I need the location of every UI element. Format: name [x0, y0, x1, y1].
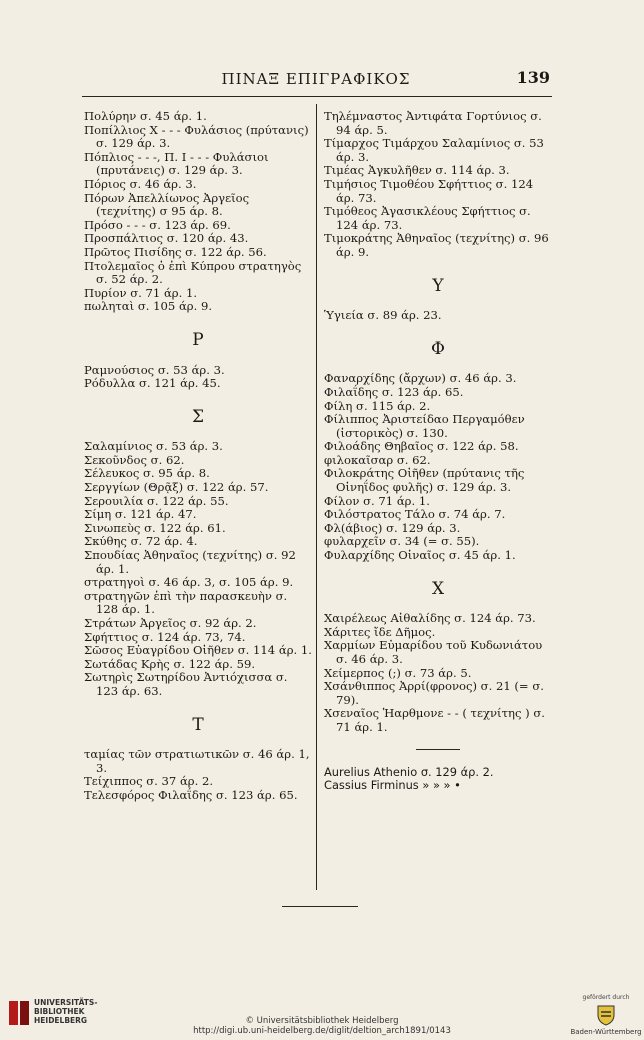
- library-name-line: UNIVERSITÄTS-: [34, 998, 98, 1007]
- index-group-sigma: [84, 440, 312, 698]
- index-entry: πωληταὶ σ. 105 άρ. 9.: [84, 299, 213, 314]
- index-group-chi: [324, 612, 552, 734]
- index-entry: Φίλον σ. 71 άρ. 1.: [324, 493, 430, 508]
- index-entry: Σεκοῦνδος σ. 62.: [84, 452, 185, 467]
- index-entry: Τίμαρχος Τιμάρχου Σαλαμίνιος σ. 53 άρ. 3.: [324, 136, 544, 164]
- index-entry: Φιλοάδης Θηβαῖος σ. 122 άρ. 58.: [324, 439, 519, 454]
- left-column: [84, 110, 312, 803]
- section-letter-phi: Φ: [431, 338, 445, 359]
- index-entry: Ὑγιεία σ. 89 άρ. 23.: [324, 308, 442, 323]
- section-letter-chi: Χ: [431, 578, 445, 599]
- index-entry: Φυλαρχίδης Οἰναῖος σ. 45 άρ. 1.: [324, 548, 516, 563]
- index-entry: Τιμέας Ἀγκυλῆθεν σ. 114 άρ. 3.: [324, 163, 510, 178]
- column-divider: [316, 104, 317, 890]
- index-entry: φυλαρχεῖν σ. 34 (= σ. 55).: [324, 534, 480, 549]
- index-entry: Πόπλιος - - -, Π. Ι - - - Φυλάσιοι (πρυτάνεις) σ. 129 άρ. 3.: [84, 149, 269, 178]
- index-entry: Σεργγίων (Θρᾷξ) σ. 122 άρ. 57.: [84, 480, 269, 495]
- index-entry: Σκύθης σ. 72 άρ. 4.: [84, 534, 198, 549]
- index-entry: Τιμόθεος Ἀγασικλέους Σφήττιος σ. 124 άρ. 73.: [324, 204, 531, 232]
- index-entry: Τηλέμναστος Ἀντιφάτα Γορτύνιος σ. 94 άρ. 5.: [324, 109, 542, 137]
- sponsor-name: Baden-Württemberg: [570, 1028, 642, 1036]
- index-entry: Σωτάδας Κρὴς σ. 122 άρ. 59.: [84, 656, 256, 671]
- index-entry: στρατηγῶν ἐπὶ τὴν παρασκευὴν σ. 128 άρ. 1.: [84, 588, 288, 617]
- copyright-text: © Universitätsbibliothek Heidelberg: [245, 1016, 399, 1026]
- index-entry: Πόριος σ. 46 άρ. 3.: [84, 176, 197, 191]
- index-entry: Cassius Firminus » » » •: [324, 778, 461, 793]
- section-letter-tau: Τ: [192, 714, 204, 735]
- digitization-footer: [0, 992, 644, 1040]
- library-name-line: HEIDELBERG: [34, 1016, 88, 1025]
- index-entry: Τιμοκράτης Ἀθηναῖος (τεχνίτης) σ. 96 άρ. 9.: [324, 231, 549, 259]
- library-emblem-icon: [8, 1000, 30, 1026]
- index-entry: Πολύρην σ. 45 άρ. 1.: [84, 109, 207, 123]
- section-letter-rho: Ρ: [192, 329, 204, 350]
- index-entry: Σίμη σ. 121 άρ. 47.: [84, 507, 197, 522]
- index-entry: Πρόσο - - - σ. 123 άρ. 69.: [84, 217, 231, 232]
- copyright-notice: [150, 1016, 494, 1036]
- index-group-tau: [84, 748, 312, 802]
- library-name-line: BIBLIOTHEK: [34, 1007, 85, 1016]
- index-group-upsilon: [324, 309, 552, 323]
- index-entry: Στράτων Ἀργεῖος σ. 92 άρ. 2.: [84, 616, 257, 630]
- permalink[interactable]: http://digi.ub.uni-heidelberg.de/diglit/deltion_arch1891/0143: [193, 1026, 451, 1036]
- sponsor-logo: [570, 994, 642, 1038]
- page-header: [82, 68, 550, 90]
- index-entry: Ρόδυλλα σ. 121 άρ. 45.: [84, 376, 221, 391]
- index-entry: Πρῶτος Πισίδης σ. 122 άρ. 56.: [84, 244, 267, 259]
- index-entry: Φιλαΐδης σ. 123 άρ. 65.: [324, 384, 464, 399]
- index-entry: Φαναρχίδης (ἄρχων) σ. 46 άρ. 3.: [324, 371, 517, 386]
- supported-by-label: gefördert durch: [582, 994, 630, 1001]
- index-entry: Σπουδίας Ἀθηναῖος (τεχνίτης) σ. 92 άρ. 1.: [84, 548, 296, 576]
- index-entry: Χσάνθιππος Ἀρρί(φρονος) σ. 21 (= σ. 79).: [324, 679, 544, 707]
- index-entry: Φιλοκράτης Οἰῆθεν (πρύτανις τῆς Οἰνηΐδος φυλῆς) σ. 129 άρ. 3.: [324, 466, 525, 495]
- index-entry: Χείμερπος (;) σ. 73 άρ. 5.: [324, 665, 472, 680]
- index-entry: Σαλαμίνιος σ. 53 άρ. 3.: [84, 439, 223, 454]
- header-rule: [82, 96, 552, 97]
- index-group-tau-continued: [324, 110, 552, 260]
- index-entry: Φίλη σ. 115 άρ. 2.: [324, 398, 431, 413]
- index-entry: Ραμνούσιος σ. 53 άρ. 3.: [84, 362, 225, 377]
- index-entry: Πτολεμαῖος ὁ ἐπὶ Κύπρου στρατηγὸς σ. 52 άρ. 2.: [84, 258, 302, 287]
- index-group-latin: [324, 766, 552, 793]
- end-rule: [282, 906, 358, 907]
- library-logo: [8, 998, 98, 1038]
- index-entry: Τελεσφόρος Φιλαΐδης σ. 123 άρ. 65.: [84, 787, 298, 802]
- index-entry: ταμίας τῶν στρατιωτικῶν σ. 46 άρ. 1, 3.: [84, 747, 310, 775]
- right-column: [324, 110, 552, 793]
- index-entry: Σωτηρὶς Σωτηρίδου Ἀντιόχισσα σ. 123 άρ. 63.: [84, 670, 288, 698]
- index-entry: φιλοκαῖσαρ σ. 62.: [324, 452, 431, 467]
- index-entry: Τείχιππος σ. 37 άρ. 2.: [84, 774, 214, 789]
- index-entry: Χαιρέλεως Αἰθαλίδης σ. 124 άρ. 73.: [324, 611, 536, 626]
- index-group-pi: [84, 110, 312, 314]
- index-entry: Προσπάλτιος σ. 120 άρ. 43.: [84, 231, 249, 246]
- index-entry: Φίλιππος Ἀριστείδαο Περγαμόθεν (ἱστορικὸς) σ. 130.: [324, 412, 525, 440]
- index-entry: Σέλευκος σ. 95 άρ. 8.: [84, 466, 210, 481]
- section-letter-upsilon: Υ: [432, 275, 444, 296]
- index-entry: Πόρων Ἀπελλίωνος Ἀργεῖος (τεχνίτης) σ 95 άρ. 8.: [84, 190, 250, 219]
- index-entry: Φιλόστρατος Τάλο σ. 74 άρ. 7.: [324, 507, 506, 522]
- index-entry: Τιμήσιος Τιμοθέου Σφήττιος σ. 124 άρ. 73.: [324, 176, 534, 205]
- index-entry: Σινωπεὺς σ. 122 άρ. 61.: [84, 520, 226, 535]
- page-number: 139: [516, 68, 550, 87]
- index-entry: Χάριτες ἴδε Δῆμος.: [324, 624, 436, 639]
- index-entry: Σερουιλία σ. 122 άρ. 55.: [84, 493, 229, 508]
- index-entry: Ποπίλλιος Χ - - - Φυλάσιος (πρύτανις) σ. 129 άρ. 3.: [84, 122, 309, 151]
- index-group-phi: [324, 372, 552, 562]
- index-entry: Χαρμίων Εὐμαρίδου τοῦ Κυδωνιάτου σ. 46 άρ. 3.: [324, 638, 543, 666]
- running-title: ΠΙΝΑΞ ΕΠΙΓΡΑΦΙΚΟΣ: [221, 70, 411, 88]
- index-entry: Σφήττιος σ. 124 άρ. 73, 74.: [84, 629, 246, 644]
- index-group-rho: [84, 364, 312, 391]
- index-entry: Χσεναῖος Ἡαρθμονε - - ( τεχνίτης ) σ. 71 άρ. 1.: [324, 706, 545, 734]
- index-entry: Aurelius Athenio σ. 129 άρ. 2.: [324, 764, 494, 779]
- index-entry: Σῶσος Εὐαγρίδου Οἰῆθεν σ. 114 άρ. 1.: [84, 643, 312, 658]
- index-entry: Πυρίον σ. 71 άρ. 1.: [84, 285, 198, 300]
- coat-of-arms-icon: [596, 1004, 616, 1026]
- section-letter-sigma: Σ: [191, 406, 205, 427]
- index-entry: Φλ(άβιος) σ. 129 άρ. 3.: [324, 520, 461, 535]
- index-entry: στρατηγοὶ σ. 46 άρ. 3, σ. 105 άρ. 9.: [84, 575, 294, 590]
- section-rule: [416, 749, 460, 750]
